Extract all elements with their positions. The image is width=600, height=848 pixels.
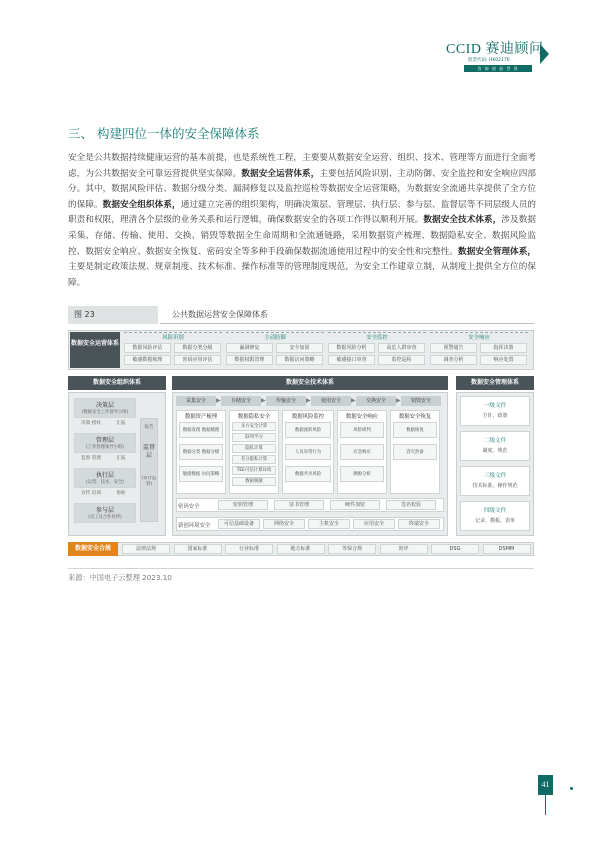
ops-group-divider [328, 332, 426, 333]
crypto-item: 硬件加密 [330, 500, 380, 510]
tech-module-item: 联邦学习 [232, 433, 276, 442]
lifecycle-step: 采集安全 [176, 396, 216, 406]
ops-item: 漏洞修复 [226, 343, 273, 353]
org-level-name: 参与层 [95, 507, 114, 514]
arrow-right-icon: ▶ [216, 397, 221, 404]
text-segment: 主要包括风险识别、主动防御、安全监控和安全响应四部分。其中，数据风险评估、数据分级分类、漏洞修复以及监控巡检等数据安全运营策略，为数据安全流通共享提供了全方位的保障。 [68, 168, 536, 210]
infra-label: 新创环境安全 [178, 523, 211, 529]
tech-module-title: 数据风险监控 [291, 414, 325, 420]
org-level-name: 执行层 [95, 472, 114, 479]
ops-item: 调查分析 [430, 355, 477, 365]
page-decor-dot [570, 787, 573, 790]
chevron-right-icon [540, 44, 549, 64]
lifecycle-step: 传输安全 [266, 396, 306, 406]
logo-slogan: 咨 询 创 造 世 界 [464, 65, 532, 72]
tech-module-item: 数据流转风险 [285, 422, 331, 438]
figure-header [68, 306, 534, 324]
lifecycle-step: 销毁安全 [401, 396, 441, 406]
ops-item: 敏感接口审查 [328, 355, 375, 365]
tech-module-item: 数据发现 数据梳理 [179, 422, 223, 438]
compliance-item: 等保合规 [328, 544, 376, 554]
org-arrow-label: 决策 授权 [81, 421, 101, 426]
page-decor-line [545, 795, 546, 815]
lifecycle-step: 使用安全 [311, 396, 351, 406]
tech-module-title: 数据隐私安全 [237, 414, 271, 420]
ops-group-title: 安全监控 [366, 335, 388, 341]
mgmt-title: 数据安全管理体系 [456, 376, 534, 390]
tech-module-item: 差分隐私计算 [232, 455, 276, 464]
ops-item: 数据分类分级 [174, 343, 221, 353]
ops-group-divider [430, 332, 528, 333]
infra-item: 网络安全 [263, 519, 305, 529]
tech-module-item: 溯源分析 [340, 466, 384, 482]
logo-text: CCID 赛迪顾问 [446, 42, 544, 57]
ops-item: 敏感数据梳理 [124, 355, 171, 365]
tech-module-item: 敏感数据 访问策略 [179, 466, 223, 482]
compliance-item: 国家标准 [174, 544, 222, 554]
text-segment: 通过建立完善的组织架构，明确决策层、管理层、执行层、参与层、监督层等不同层级人员的职责和权限，理清各个层级的业务关系和运行逻辑，确保数据安全的各项工作得以顺利开展。 [68, 199, 536, 226]
ops-item: 预警通告 [430, 343, 477, 353]
page-number: 41 [538, 775, 553, 795]
crypto-item: 签名校验 [386, 500, 436, 510]
org-level-desc: (数据安全工作领导小组) [81, 410, 129, 415]
compliance-item: 密评 [380, 544, 428, 554]
tech-module-title: 数据资产梳理 [184, 414, 218, 420]
infra-item: 主机安全 [308, 519, 350, 529]
figure-23 [68, 306, 534, 566]
mgmt-file-desc: 制度、规范 [482, 448, 508, 454]
ops-item: 监控巡检 [378, 355, 425, 365]
tech-module-item: 隐私计算 [232, 444, 276, 453]
compliance-item: 行业标准 [225, 544, 273, 554]
tech-title: 数据安全技术体系 [172, 376, 448, 390]
lifecycle-step: 交换安全 [356, 396, 396, 406]
supervise-note: (审计监管) [141, 476, 157, 487]
text-segment: 安全是公共数据持续健康运营的基本前提，也是系统性工程，主要要从数据安全运营、组织、技术、管理等方面进行全面考虑，为公共数据安全可靠运营提供坚实保障。 [68, 153, 536, 179]
ops-item: 数据权限管理 [226, 355, 273, 365]
org-level-name: 管理层 [95, 437, 114, 444]
org-level-desc: (员工及合作伙伴) [88, 515, 122, 520]
tech-module-item: 应急响应 [340, 444, 384, 460]
ops-item: 响应处置 [480, 355, 527, 365]
mgmt-file-level: 四级文件 [483, 508, 507, 514]
ops-item: 数据风险分析 [328, 343, 375, 353]
figure-title: 公共数据运营安全保障体系 [160, 306, 534, 324]
org-arrow-label: 宣传 培训 [81, 491, 101, 496]
org-arrow-label: 汇报 [116, 456, 126, 461]
supervise-label: 监督层 [142, 444, 155, 459]
org-arrow-label: 协助 [116, 491, 126, 496]
infra-item: 可信基础设备 [218, 519, 260, 529]
org-arrow-label: 监督 管理 [81, 456, 101, 461]
ops-item: 高危人群审查 [378, 343, 425, 353]
ops-group-divider [124, 332, 222, 333]
ops-group-title: 风险识别 [162, 335, 184, 341]
lifecycle-step: 存储安全 [221, 396, 261, 406]
org-title: 数据安全组织体系 [68, 376, 166, 390]
compliance-item: DSMM [483, 544, 531, 554]
bold-term: 数据安全技术体系， [423, 215, 502, 226]
infra-item: 应用安全 [353, 519, 395, 529]
ops-group-title: 主动防御 [264, 335, 286, 341]
mgmt-file-desc: 记录、模板、表单 [474, 518, 515, 524]
ops-item: 安全加固 [276, 343, 323, 353]
ops-item: 数据风险评估 [124, 343, 171, 353]
ops-group-title: 安全响应 [468, 335, 490, 341]
infra-item: 终端安全 [398, 519, 440, 529]
arrow-right-icon: ▶ [396, 397, 401, 404]
compliance-item: 法律法规 [122, 544, 170, 554]
mgmt-file-desc: 技术标准、操作规范 [472, 483, 518, 489]
report-label: 报告 [144, 425, 154, 430]
mgmt-file-level: 一级文件 [483, 403, 507, 409]
compliance-item: DSG [431, 544, 479, 554]
mgmt-file-desc: 方针、政策 [482, 413, 508, 419]
compliance-item: 地方标准 [277, 544, 325, 554]
tech-module-item: 容灾热备 [393, 444, 437, 460]
figure-source: 来源：中国电子云整理 2023.10 [68, 573, 172, 582]
tech-module-item: 多方安全计算 [232, 422, 276, 431]
bold-term: 数据安全运营体系， [241, 168, 320, 179]
arrow-right-icon: ▶ [351, 397, 356, 404]
mgmt-file-level: 二级文件 [483, 438, 507, 444]
crypto-item: 证书管理 [274, 500, 324, 510]
tech-module-item: 数据共享风险 [285, 466, 331, 482]
tech-module-title: 数据安全响应 [345, 414, 379, 420]
tech-module-item: 数据恢复 [393, 422, 437, 438]
crypto-label: 密码安全 [178, 504, 200, 510]
ops-item: 密码应用评估 [174, 355, 221, 365]
tech-module-item: 人员异常行为 [285, 444, 331, 460]
text-segment: 主要是制定政策法规、规章制度、技术标准、操作标准等的管理制度规范，为安全工作建章立制，从制度上提供全方位的保障。 [68, 262, 536, 288]
tech-module-item: 数据分类 数据分级 [179, 444, 223, 460]
bold-term: 数据安全组织体系， [102, 199, 181, 210]
org-level-desc: (运营、技术、安全) [86, 480, 124, 485]
tech-module-item: 数据脱敏 [232, 477, 276, 486]
supervise-layer [140, 418, 158, 522]
divider [68, 568, 534, 569]
arrow-right-icon: ▶ [261, 397, 266, 404]
tech-module-item: 风险研判 [340, 422, 384, 438]
ops-group-divider [226, 332, 324, 333]
body-paragraph [68, 151, 536, 291]
tech-module-title: 数据安全恢复 [398, 414, 432, 420]
section-title: 三、 构建四位一体的安全保障体系 [68, 126, 260, 141]
ops-item: 数据访问策略 [276, 355, 323, 365]
ccid-logo [446, 38, 556, 78]
org-level-name: 决策层 [95, 402, 114, 409]
crypto-item: 密钥管理 [218, 500, 268, 510]
tech-module-item: TEE可信计算环境 [232, 466, 276, 475]
bold-term: 数据安全管理体系， [458, 246, 536, 257]
figure-number: 图 23 [68, 306, 158, 324]
org-level-desc: (工作管理领导小组) [86, 445, 124, 450]
text-segment: 涉及数据采集、存储、传输、使用、交换、销毁等数据全生命周期和全流通链路，采用数据资产梳理、数据隐私安全、数据风险监控、数据安全响应、数据安全恢复、密码安全等多种手段确保数据流通使用过程中的安全性和完整性。 [68, 215, 536, 257]
mgmt-file-level: 三级文件 [483, 473, 507, 479]
stock-code: 股票代码: HK02176 [468, 58, 510, 63]
compliance-label: 数据安全合规 [68, 542, 118, 556]
ops-label: 数据安全运营体系 [70, 332, 120, 368]
ops-item: 指挥决策 [480, 343, 527, 353]
arrow-right-icon: ▶ [306, 397, 311, 404]
org-arrow-label: 汇报 [116, 421, 126, 426]
